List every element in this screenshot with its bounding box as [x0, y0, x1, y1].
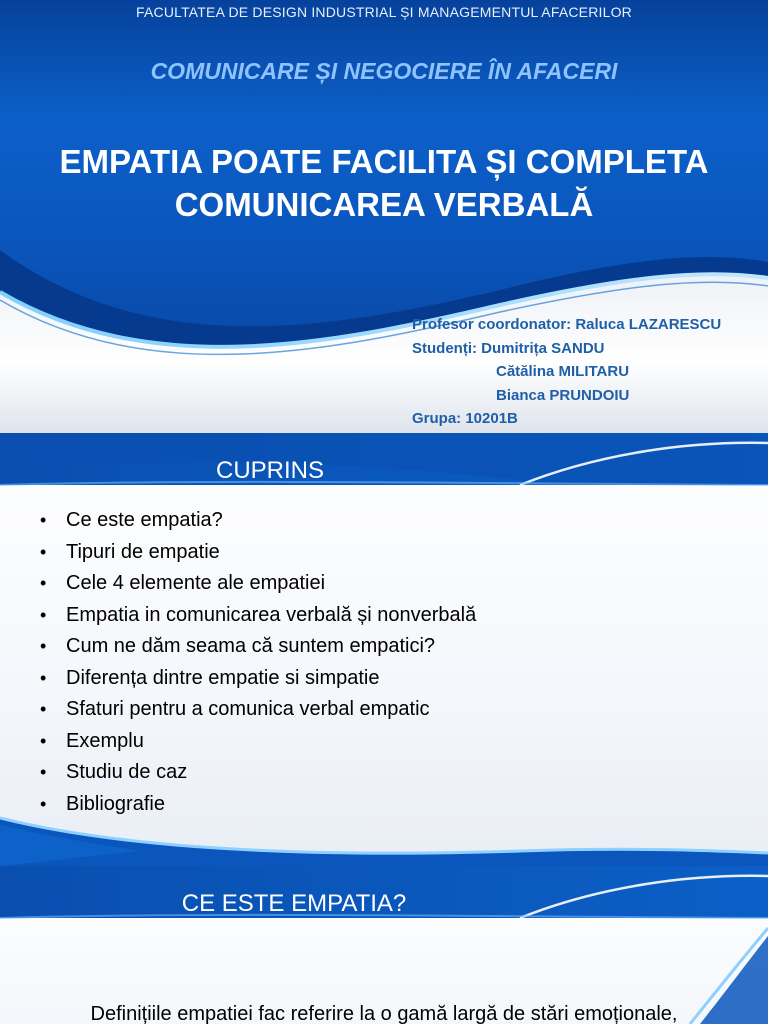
- definition-slide: [0, 866, 768, 1024]
- bullet: •: [40, 573, 47, 593]
- course-title: COMUNICARE ȘI NEGOCIERE ÎN AFACERI: [150, 58, 618, 84]
- list-item-text: Studiu de caz: [66, 761, 188, 783]
- list-item-text: Cum ne dăm seama că suntem empatici?: [66, 635, 436, 657]
- list-item-text: Bibliografie: [66, 792, 165, 815]
- faculty-name: FACULTATEA DE DESIGN INDUSTRIAL ȘI MANAGEMENTUL AFACERILOR: [136, 4, 632, 20]
- list-item: [40, 568, 476, 600]
- title-line-1: EMPATIA POATE FACILITA ȘI COMPLETA: [59, 143, 709, 180]
- list-item: [40, 600, 476, 632]
- bullet: •: [40, 510, 47, 530]
- professor-line: Profesor coordonator: Raluca LAZARESCU: [412, 316, 722, 333]
- bullet: •: [40, 762, 47, 782]
- list-item-text: Ce este empatia?: [66, 509, 223, 531]
- title-line-2: COMUNICAREA VERBALĂ: [174, 186, 594, 223]
- list-item: [40, 789, 476, 821]
- list-item: [40, 694, 476, 726]
- list-item-text: Tipuri de empatie: [66, 540, 220, 563]
- list-item-text: Diferența dintre empatie si simpatie: [66, 666, 380, 689]
- bullet: •: [40, 636, 47, 656]
- title-slide: [0, 0, 768, 433]
- list-item-text: Cele 4 elemente ale empatiei: [66, 572, 326, 594]
- bullet: •: [40, 604, 47, 625]
- contents-list: [40, 505, 476, 820]
- credits-block: [412, 313, 762, 431]
- list-item-text: Sfaturi pentru a comunica verbal empatic: [66, 698, 430, 720]
- student-line: Cătălina MILITARU: [496, 363, 630, 380]
- contents-slide: [0, 433, 768, 866]
- list-item-text: Exemplu: [66, 729, 144, 752]
- bullet: •: [40, 730, 47, 751]
- list-item: [40, 537, 476, 569]
- bullet: •: [40, 541, 47, 562]
- definition-text: Definițiile empatiei fac referire la o gamă largă de stări emoționale,: [90, 1003, 678, 1024]
- student-line: Bianca PRUNDOIU: [496, 386, 630, 404]
- bullet: •: [40, 699, 47, 719]
- presentation-title: [0, 140, 768, 226]
- students-line: Studenți: Dumitrița SANDU: [412, 339, 605, 357]
- list-item: [40, 631, 476, 663]
- group-line: Grupa: 10201B: [412, 410, 518, 427]
- section-heading: CUPRINS: [215, 457, 324, 484]
- list-item: [40, 757, 476, 789]
- bullet: •: [40, 667, 47, 688]
- section-heading: CE ESTE EMPATIA?: [181, 890, 407, 917]
- list-item-text: Empatia in comunicarea verbală și nonverbală: [66, 603, 477, 626]
- list-item: [40, 663, 476, 695]
- bullet: •: [40, 793, 47, 814]
- list-item: [40, 505, 476, 537]
- list-item: [40, 726, 476, 758]
